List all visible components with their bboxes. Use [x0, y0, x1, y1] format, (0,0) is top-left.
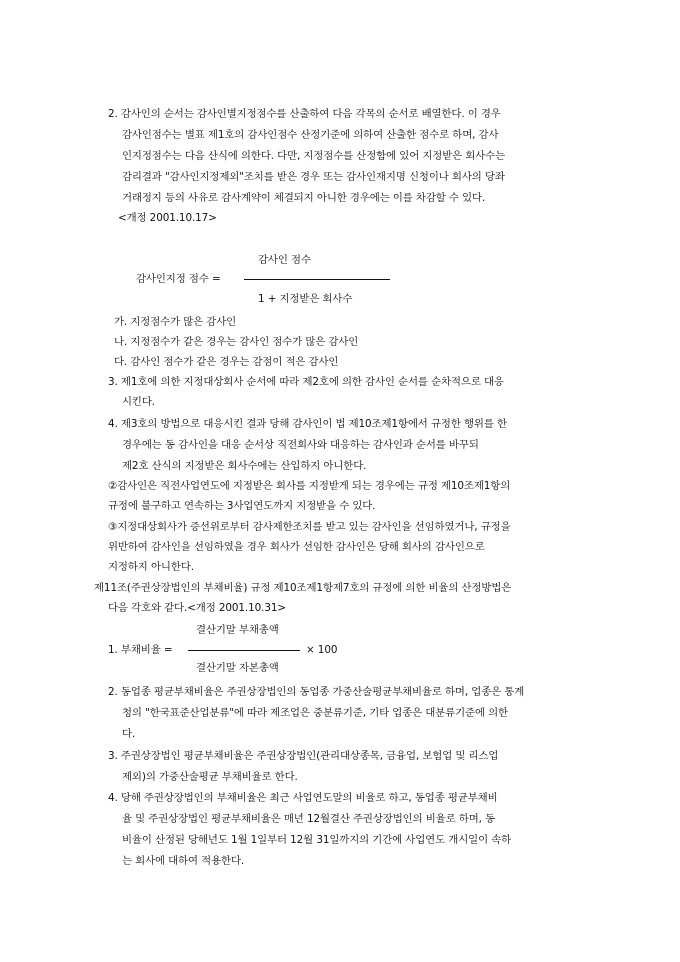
paragraph2-line2: 규정에 불구하고 연속하는 3사업연도까지 지정받을 수 있다. [108, 500, 376, 512]
section2-line1: 2. 감사인의 순서는 감사인별지정점수를 산출하여 다음 각목의 순서로 배열한다. 이 경우 [108, 108, 501, 120]
section4-line3: 제2호 산식의 지정받은 회사수에는 산입하지 아니한다. [122, 460, 367, 472]
section3-line2: 시킨다. [122, 396, 156, 408]
art11-item3-line2: 제외)의 가중산술평균 부채비율로 한다. [122, 771, 298, 783]
formula2-times-100: × 100 [306, 644, 338, 656]
formula2-denominator: 결산기말 자본총액 [196, 662, 279, 674]
art11-item2-line2: 청의 "한국표준산업분류"에 따라 제조업은 중분류기준, 기타 업종은 대분류기준에 의한 [122, 707, 508, 719]
article11-line1: 제11조(주권상장법인의 부채비율) 규정 제10조제1항제7호의 규정에 의한 비율의 산정방법은 [94, 582, 512, 594]
art11-item4-line4: 는 회사에 대하여 적용한다. [122, 855, 245, 867]
section4-line2: 경우에는 동 감사인을 대응 순서상 직전회사와 대응하는 감사인과 순서를 바꾸되 [122, 439, 479, 451]
art11-item3-line1: 3. 주권상장법인 평균부채비율은 주권상장법인(관리대상종목, 금융업, 보험업 및 리스업 [108, 750, 499, 762]
paragraph3-line2: 위반하여 감사인을 선임하였을 경우 회사가 선임한 감사인은 당해 회사의 감사인으로 [108, 541, 485, 553]
art11-item4-line2: 율 및 주권상장법인 평균부채비율은 매년 12월결산 주권상장법인의 비율로 하며, 동 [122, 813, 495, 825]
paragraph3-line1: ③지정대상회사가 증선위로부터 감사제한조치를 받고 있는 감사인을 선임하였거나, 규정을 [108, 521, 511, 533]
formula1-fraction-bar [244, 279, 390, 280]
section4-line1: 4. 제3호의 방법으로 대응시킨 결과 당해 감사인이 법 제10조제1항에서 규정한 행위를 한 [108, 418, 507, 430]
art11-item2-line3: 다. [122, 728, 136, 740]
formula2-lhs: 1. 부채비율 = [108, 644, 173, 656]
section3-line1: 3. 제1호에 의한 지정대상회사 순서에 따라 제2호에 의한 감사인 순서를 순차적으로 대응 [108, 376, 504, 388]
paragraph2-line1: ②감사인은 직전사업연도에 지정받은 회사를 지정받게 되는 경우에는 규정 제10조제1항의 [108, 480, 511, 492]
section2-line3: 인지정점수는 다음 산식에 의한다. 다만, 지정점수를 산정함에 있어 지정받은 회사수는 [122, 150, 506, 162]
section2-line5: 거래정지 등의 사유로 감사계약이 체결되지 아니한 경우에는 이를 차감할 수 있다. [122, 192, 486, 204]
item-ga: 가. 지정점수가 많은 감사인 [114, 316, 237, 328]
article11-line2: 다음 각호와 같다.<개정 2001.10.31> [108, 602, 286, 614]
formula1-denominator: 1 + 지정받은 회사수 [258, 293, 353, 305]
paragraph3-line3: 지정하지 아니한다. [108, 561, 194, 573]
formula1-numerator: 감사인 점수 [258, 254, 311, 266]
formula2-fraction-bar [188, 650, 300, 651]
formula2-numerator: 결산기말 부채총액 [196, 624, 279, 636]
amendment-note-1: <개정 2001.10.17> [118, 212, 217, 224]
formula1-lhs: 감사인지정 점수 = [136, 273, 221, 285]
art11-item4-line1: 4. 당해 주권상장법인의 부채비율은 최근 사업연도말의 비율로 하고, 동업종 평균부채비 [108, 792, 498, 804]
item-da: 다. 감사인 점수가 같은 경우는 감점이 적은 감사인 [114, 356, 339, 368]
section2-line4: 감리결과 "감사인지정제외"조치를 받은 경우 또는 감사인재지명 신청이나 회사의 당좌 [122, 171, 505, 183]
art11-item2-line1: 2. 동업종 평균부채비율은 주권상장법인의 동업종 가중산술평균부채비율로 하며, 업종은 통계 [108, 686, 525, 698]
item-na: 나. 지정점수가 같은 경우는 감사인 점수가 많은 감사인 [114, 336, 359, 348]
section2-line2: 감사인점수는 별표 제1호의 감사인점수 산정기준에 의하여 산출한 점수로 하며, 감사 [122, 129, 499, 141]
art11-item4-line3: 비율이 산정된 당해년도 1월 1일부터 12월 31일까지의 기간에 사업연도 개시일이 속하 [122, 834, 512, 846]
